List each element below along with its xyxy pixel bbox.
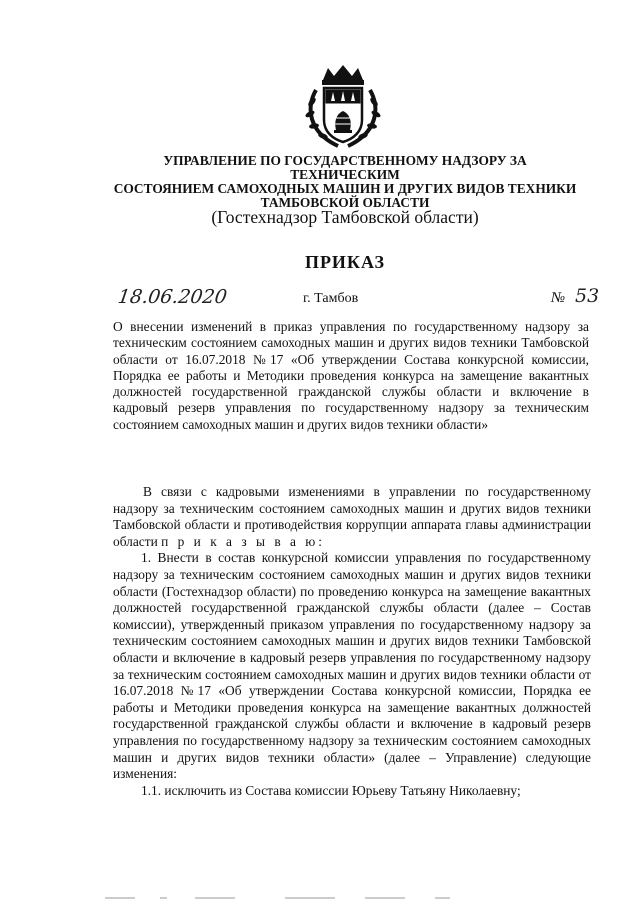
organization-name	[110, 154, 580, 210]
page-bottom-scan-marks	[105, 893, 525, 901]
city: г. Тамбов	[303, 291, 359, 306]
preamble-text: В связи с кадровыми изменениями в управлении по государственному надзору за техническим состоянием самоходных машин и других видов техники Тамбовской области и противодействия коррупции аппарата главы администрации области	[113, 484, 591, 549]
number-label: №	[551, 290, 566, 306]
item-1-1-paragraph: 1.1. исключить из Состава комиссии Юрьеву Татьяну Николаевну;	[141, 782, 521, 798]
short-name: (Гостехнадзор Тамбовской области)	[211, 207, 479, 227]
org-line-1: УПРАВЛЕНИЕ ПО ГОСУДАРСТВЕННОМУ НАДЗОРУ ЗА ТЕХНИЧЕСКИМ	[163, 153, 527, 182]
org-line-2: СОСТОЯНИЕМ САМОХОДНЫХ МАШИН И ДРУГИХ ВИДОВ ТЕХНИКИ	[113, 181, 577, 196]
document-body	[113, 484, 591, 799]
preamble-paragraph	[113, 484, 591, 550]
handwritten-date: 18.06.2020	[116, 286, 229, 308]
coat-of-arms-emblem	[298, 62, 388, 150]
handwritten-number: 53	[575, 285, 600, 307]
document-title: ПРИКАЗ	[304, 252, 386, 272]
document-subject: О внесении изменений в приказ управления по государственному надзору за техническим состоянием самоходных машин и других видов техники Тамбовской области от 16.07.2018 №17 «Об утверждении Состава конкурсной комиссии, Порядка ее работы и Методики проведения конкурса на замещение вакантных должностей государственной гражданской службы области и включение в кадровый резерв управления по государственному надзору за техническим состоянием самоходных машин и других видов техники области»	[113, 319, 589, 432]
item-1-paragraph: 1. Внести в состав конкурсной комиссии управления по государственному надзору за техническим состоянием самоходных машин и других видов техники области (Гостехнадзор области) по проведению конкурса на замещение вакантных должностей государственной гражданской службы области (далее – Состав комиссии), утвержденный приказом управления по государственному надзору за техническим состоянием самоходных машин и других видов техники Тамбовской области и включение в кадровый резерв управления по государственному надзору за техническим состоянием самоходных машин и других видов техники области от 16.07.2018 №17 «Об утверждении Состава конкурсной комиссии, Порядка ее работы и Методики проведения конкурса на замещение вакантных должностей государственной гражданской службы области и включение в кадровый резерв управления по государственному надзору за техническим состоянием самоходных машин и других видов техники области» (далее – Управление) следующие изменения:	[113, 550, 591, 782]
org-line-3: ТАМБОВСКОЙ ОБЛАСТИ	[260, 195, 430, 210]
order-word: п р и к а з ы в а ю:	[161, 533, 326, 549]
